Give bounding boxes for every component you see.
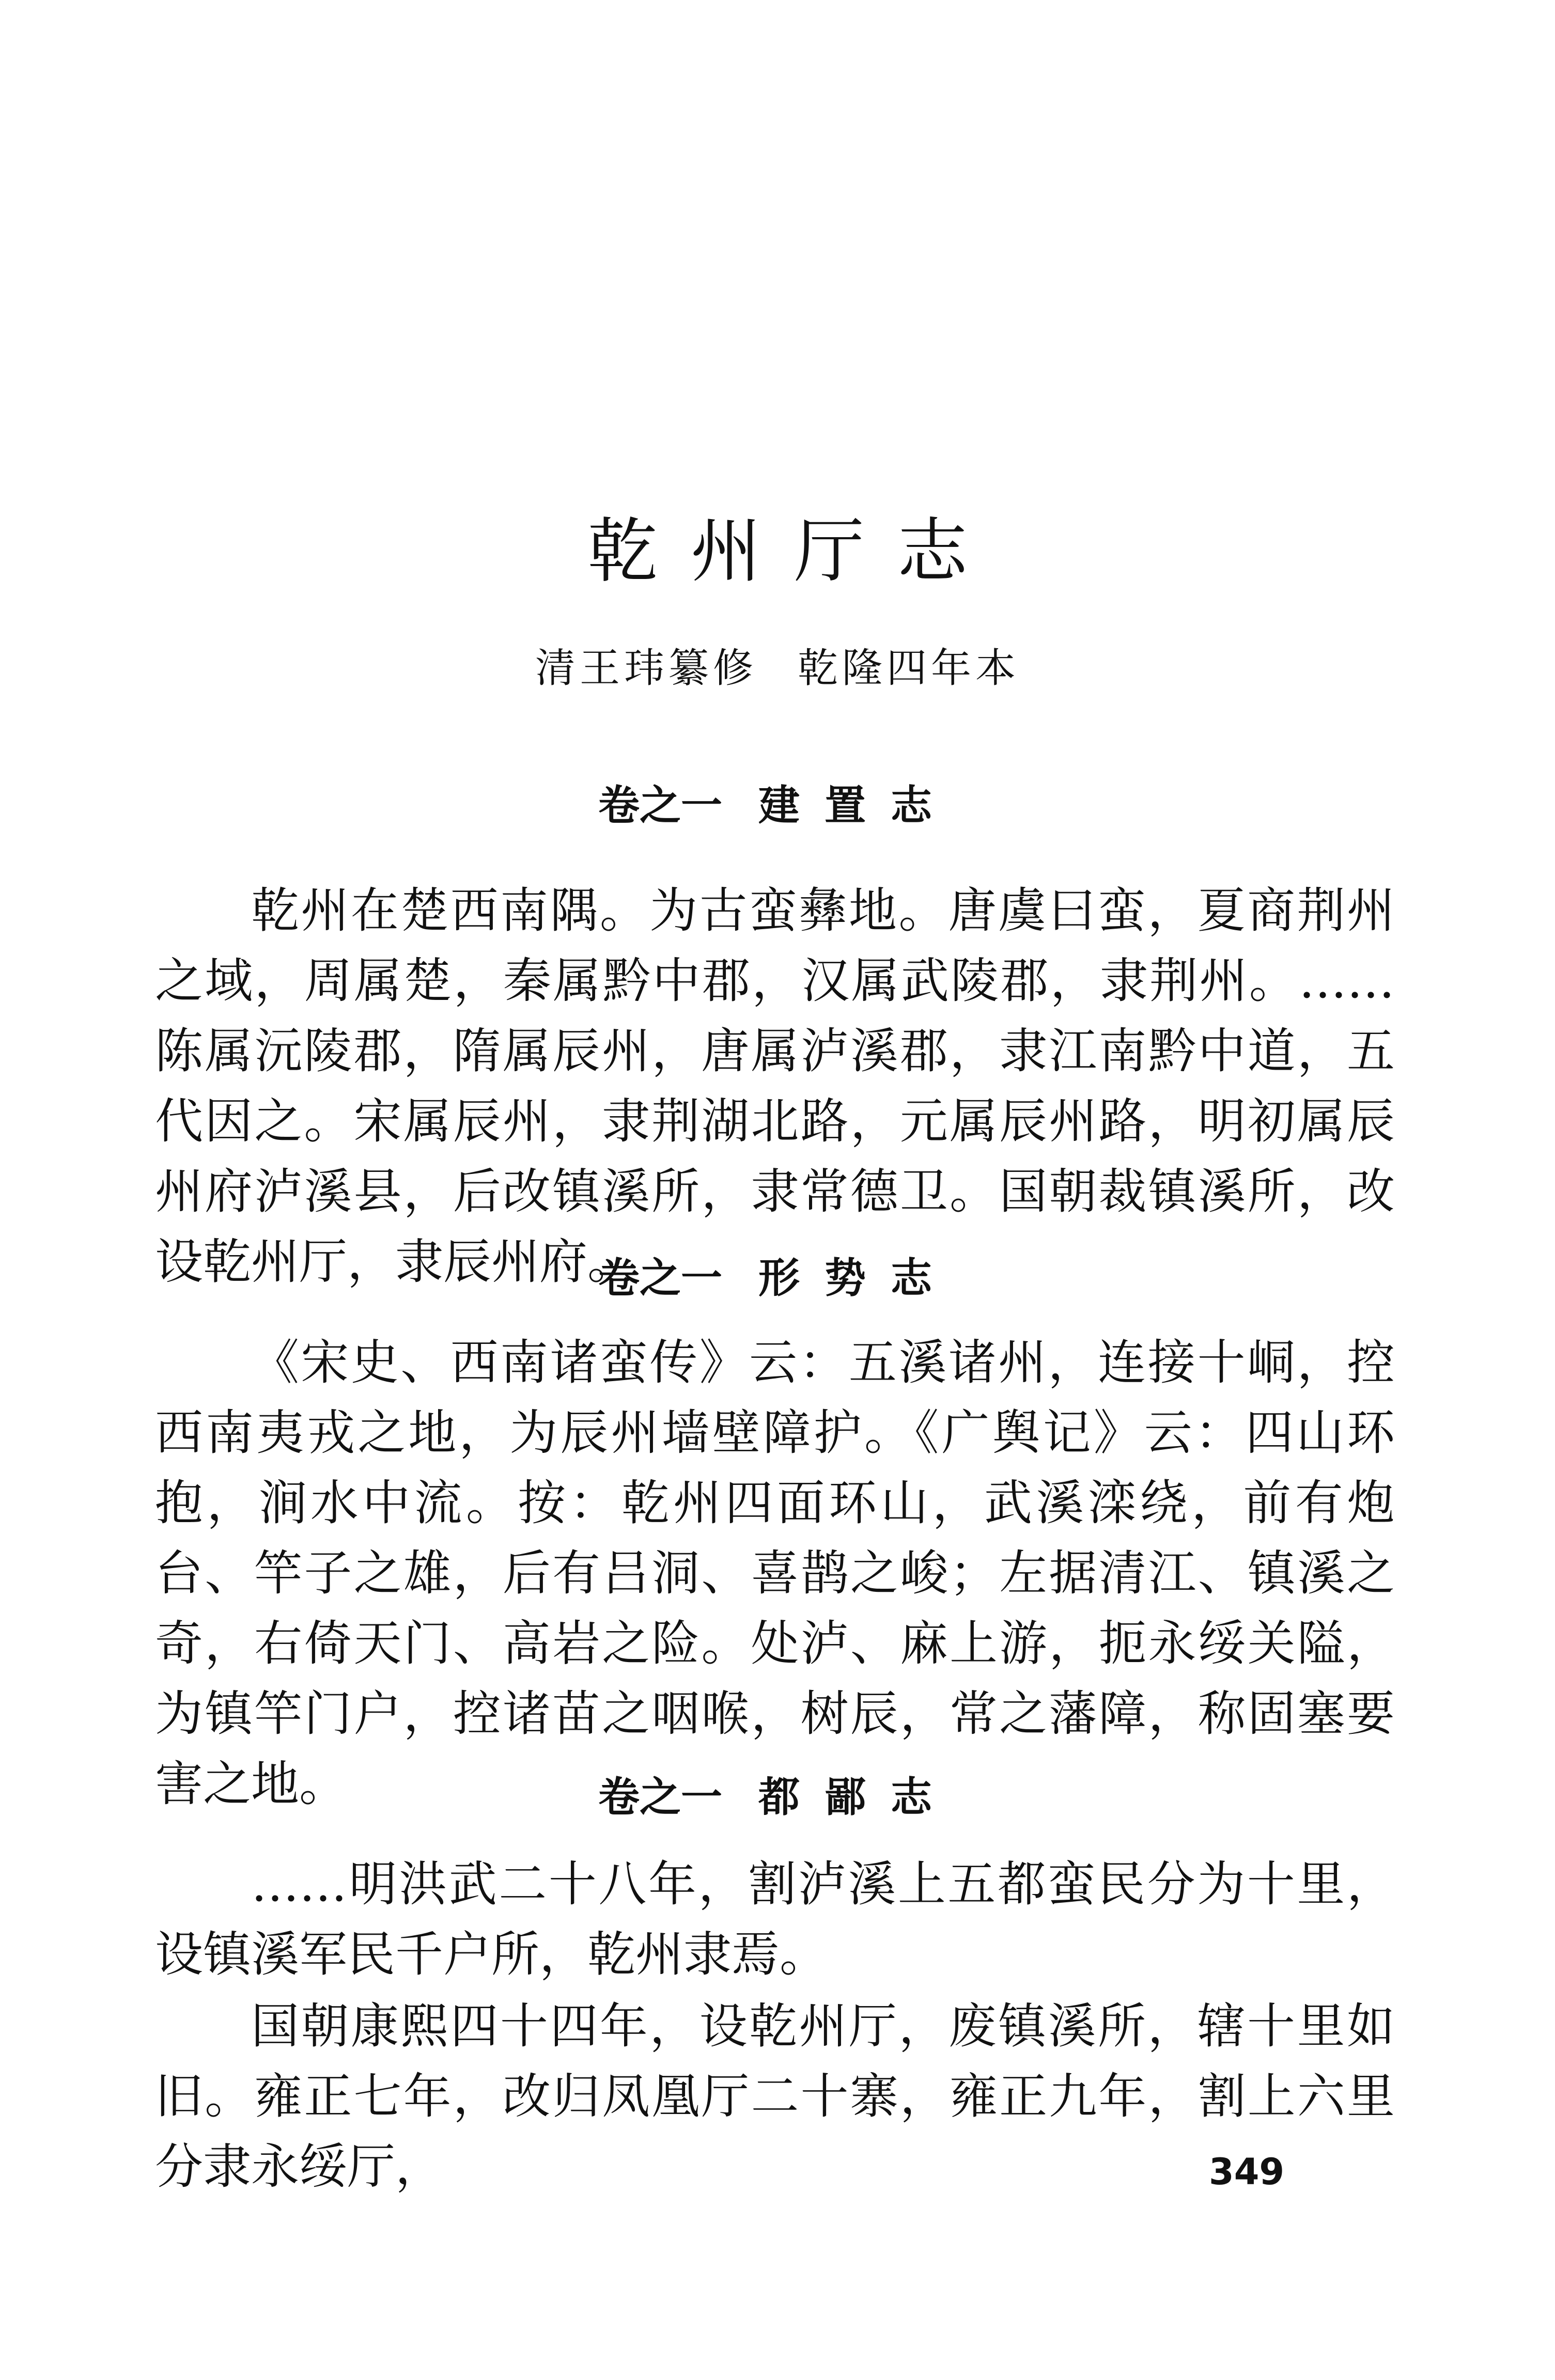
subtitle-author: 清王玮纂修 <box>535 645 757 692</box>
paragraph-dubi-1: ……明洪武二十八年，割泸溪上五都蛮民分为十里，设镇溪军民千户所，乾州隶焉。 <box>155 1856 1395 1982</box>
section-heading-jianzhi <box>0 781 1555 829</box>
paragraph-dubi-2: 国朝康熙四十四年，设乾州厅，废镇溪所，辖十里如旧。雍正七年，改归凤凰厅二十寨，雍正九年，割上六里分隶永绥厅， <box>155 1998 1395 2195</box>
subtitle-edition: 乾隆四年本 <box>798 645 1020 692</box>
section-volume: 卷之一 <box>598 1254 722 1302</box>
section-heading-xingshi <box>0 1254 1555 1302</box>
paragraph-jianzhi: 乾州在楚西南隅。为古蛮彝地。唐虞曰蛮，夏商荆州之域，周属楚，秦属黔中郡，汉属武陵郡，隶荆州。……陈属沅陵郡，隋属辰州，唐属泸溪郡，隶江南黔中道，五代因之。宋属辰州，隶荆湖北路，元属辰州路，明初属辰州府泸溪县，后改镇溪所，隶常德卫。国朝裁镇溪所，改设乾州厅，隶辰州府。 <box>155 883 1395 1290</box>
page-title: 乾州厅志 <box>587 511 1001 592</box>
section-name: 形势志 <box>758 1254 957 1302</box>
section-heading-dubi <box>0 1773 1555 1821</box>
paragraph-xingshi: 《宋史、西南诸蛮传》云：五溪诸州，连接十峒，控西南夷戎之地，为辰州墙壁障护。《广舆记》云：四山环抱，涧水中流。按：乾州四面环山，武溪滦绕，前有炮台、竿子之雄，后有吕洞、喜鹊之峻；左据清江、镇溪之奇，右倚天门、高岩之险。处泸、麻上游，扼永绥关隘，为镇竿门户，控诸苗之咽喉，树辰，常之藩障，称固塞要害之地。 <box>155 1335 1395 1812</box>
section-name: 建置志 <box>758 781 957 829</box>
section-volume: 卷之一 <box>598 1773 722 1821</box>
page-number: 349 <box>1209 2151 1285 2193</box>
subtitle <box>0 645 1555 692</box>
section-name: 都鄙志 <box>758 1773 957 1821</box>
section-volume: 卷之一 <box>598 781 722 829</box>
